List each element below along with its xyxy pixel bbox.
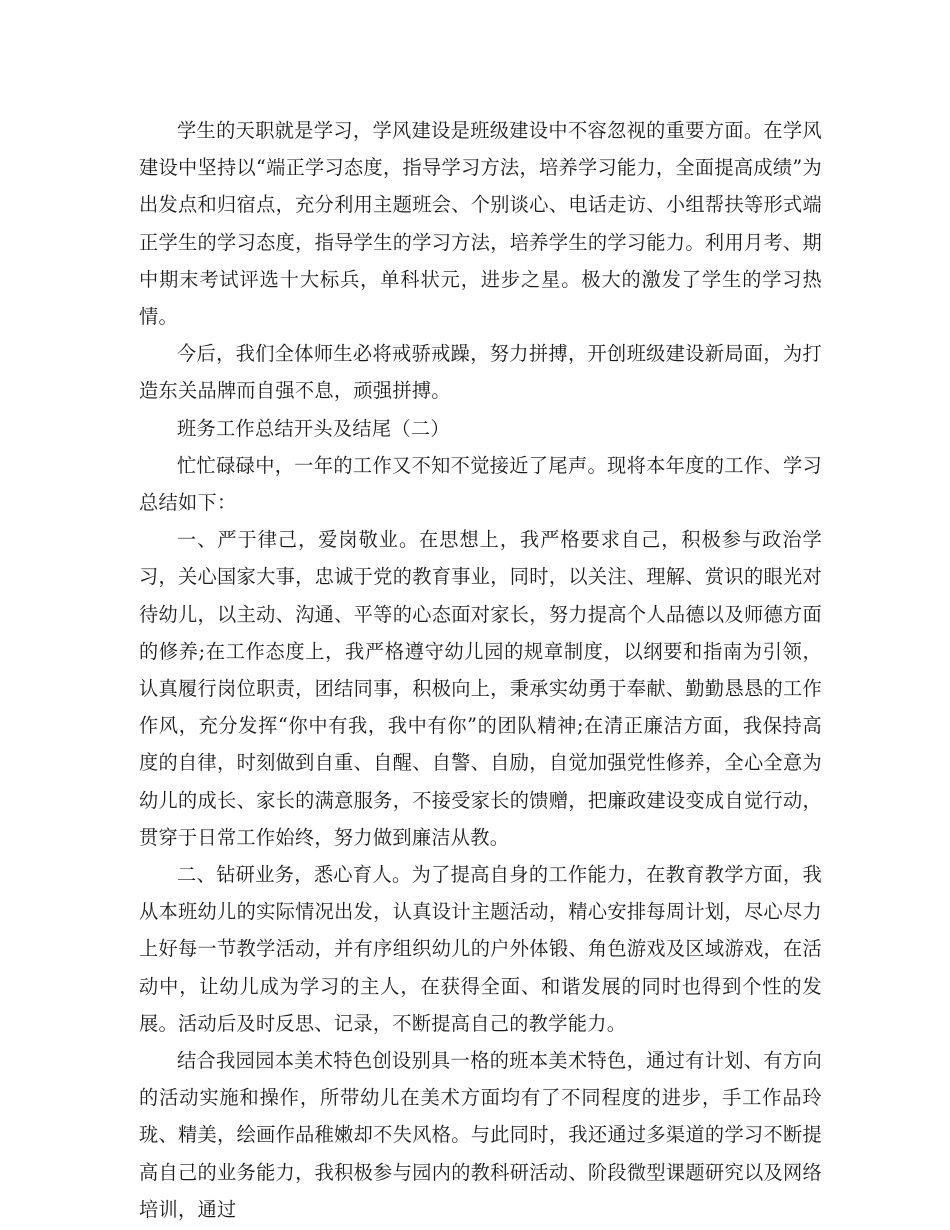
paragraph-intro: 忙忙碌碌中，一年的工作又不知不觉接近了尾声。现将本年度的工作、学习总结如下：	[139, 453, 822, 515]
section-heading: 班务工作总结开头及结尾（二）	[177, 416, 450, 440]
paragraph-study-style: 学生的天职就是学习，学风建设是班级建设中不容忽视的重要方面。在学风建设中坚持以“端正学习态度，指导学习方法，培养学习能力，全面提高成绩”为出发点和归宿点，充分利用主题班会、个别谈心、电话走访、小组帮扶等形式端正学生的学习态度，指导学生的学习方法，培养学生的学习能力。利用月考、期中期末考试评选十大标兵，单科状元，进步之星。极大的激发了学生的学习热情。	[139, 119, 822, 329]
paragraph-art-feature: 结合我园园本美术特色创设别具一格的班本美术特色，通过有计划、有方向的活动实施和操作，所带幼儿在美术方面均有了不同程度的进步，手工作品玲珑、精美，绘画作品稚嫩却不失风格。与此同时，我还通过多渠道的学习不断提高自己的业务能力，我积极参与园内的教科研活动、阶段微型课题研究以及网络培训，通过	[139, 1049, 822, 1221]
paragraph-future-outlook: 今后，我们全体师生必将戒骄戒躁，努力拼搏，开创班级建设新局面，为打造东关品牌而自强不息，顽强拼搏。	[139, 342, 822, 403]
paragraph-professional-study: 二、钻研业务，悉心育人。为了提高自身的工作能力，在教育教学方面，我从本班幼儿的实际情况出发，认真设计主题活动，精心安排每周计划，尽心尽力上好每一节教学活动，并有序组织幼儿的户外体锻、角色游戏及区域游戏，在活动中，让幼儿成为学习的主人，在获得全面、和谐发展的同时也得到个性的发展。活动后及时反思、记录，不断提高自己的教学能力。	[139, 863, 822, 1035]
paragraph-self-discipline: 一、严于律己，爱岗敬业。在思想上，我严格要求自己，积极参与政治学习，关心国家大事，忠诚于党的教育事业，同时，以关注、理解、赏识的眼光对待幼儿，以主动、沟通、平等的心态面对家长，努力提高个人品德以及师德方面的修养;在工作态度上，我严格遵守幼儿园的规章制度，以纲要和指南为引领，认真履行岗位职责，团结同事，积极向上，秉承实幼勇于奉献、勤勤恳恳的工作作风，充分发挥“你中有我，我中有你”的团队精神;在清正廉洁方面，我保持高度的自律，时刻做到自重、自醒、自警、自励，自觉加强党性修养，全心全意为幼儿的成长、家长的满意服务，不接受家长的馈赠，把廉政建设变成自觉行动，贯穿于日常工作始终，努力做到廉洁从教。	[139, 528, 822, 849]
